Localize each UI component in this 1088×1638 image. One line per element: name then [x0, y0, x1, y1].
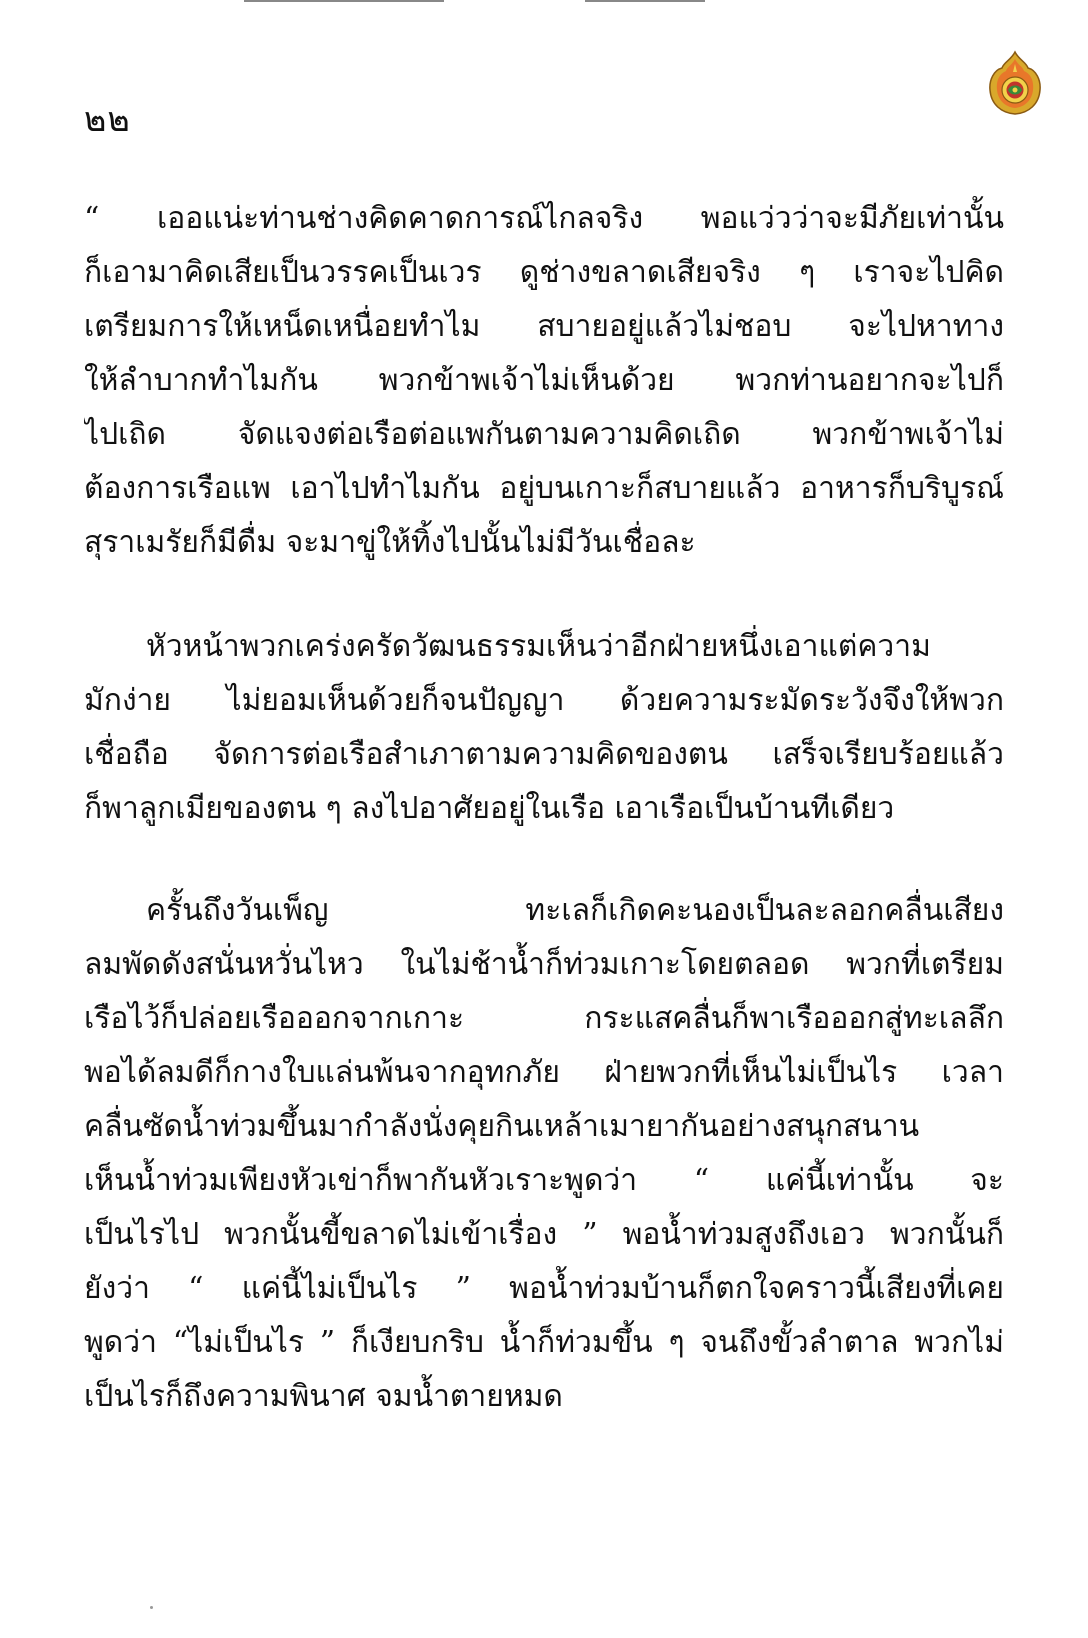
text-line: สุราเมรัยก็มีดื่ม จะมาขู่ให้ทิ้งไปนั้นไม่มีวันเชื่อละ — [84, 525, 696, 560]
text-line: เตรียมการให้เหน็ดเหนื่อยทำไม สบายอยู่แล้วไม่ชอบ จะไปหาทาง — [84, 309, 1004, 344]
text-line: ต้องการเรือแพ เอาไปทำไมกัน อยู่บนเกาะก็สบายแล้ว อาหารก็บริบูรณ์ — [84, 471, 1004, 506]
text-line: “ เออแน่ะท่านช่างคิดคาดการณ์ไกลจริง พอแว่วว่าจะมีภัยเท่านั้น — [84, 201, 1004, 236]
text-line: ลมพัดดังสนั่นหวั่นไหว ในไม่ช้าน้ำก็ท่วมเกาะโดยตลอด พวกที่เตรียม — [84, 947, 1004, 982]
text-line: เป็นไรไป พวกนั้นขี้ขลาดไม่เข้าเรื่อง ” พอน้ำท่วมสูงถึงเอว พวกนั้นก็ — [84, 1217, 1004, 1252]
text-line: พอได้ลมดีก็กางใบแล่นพ้นจากอุทกภัย ฝ่ายพวกที่เห็นไม่เป็นไร เวลา — [84, 1055, 1004, 1090]
text-line: ครั้นถึงวันเพ็ญ ทะเลก็เกิดคะนองเป็นละลอกคลื่นเสียง — [146, 893, 1004, 928]
text-line: เรือไว้ก็ปล่อยเรือออกจากเกาะ กระแสคลื่นก็พาเรือออกสู่ทะเลลึก — [84, 1001, 1004, 1036]
scan-speck — [150, 1606, 153, 1609]
text-line: มักง่าย ไม่ยอมเห็นด้วยก็จนปัญญา ด้วยความระมัดระวังจึงให้พวก — [84, 683, 1004, 718]
page-number: ๒๒ — [84, 100, 131, 140]
text-line: ยังว่า “ แค่นี้ไม่เป็นไร ” พอน้ำท่วมบ้านก็ตกใจคราวนี้เสียงที่เคย — [84, 1271, 1004, 1306]
top-rule-left — [244, 0, 444, 2]
text-line: เชื่อถือ จัดการต่อเรือสำเภาตามความคิดของตน เสร็จเรียบร้อยแล้ว — [84, 737, 1004, 772]
top-rule-right — [585, 0, 705, 2]
text-line: ให้ลำบากทำไมกัน พวกข้าพเจ้าไม่เห็นด้วย พวกท่านอยากจะไปก็ — [84, 363, 1004, 398]
text-line: เห็นน้ำท่วมเพียงหัวเข่าก็พากันหัวเราะพูดว่า “ แค่นี้เท่านั้น จะ — [84, 1163, 1004, 1198]
text-line: เป็นไรก็ถึงความพินาศ จมน้ำตายหมด — [84, 1379, 563, 1414]
document-body — [84, 192, 1004, 1424]
paragraph-3 — [84, 884, 1004, 1424]
paragraph-2 — [84, 620, 1004, 836]
text-line: หัวหน้าพวกเคร่งครัดวัฒนธรรมเห็นว่าอีกฝ่ายหนึ่งเอาแต่ความ — [146, 629, 931, 664]
paragraph-1 — [84, 192, 1004, 570]
text-line: ก็เอามาคิดเสียเป็นวรรคเป็นเวร ดูช่างขลาดเสียจริง ๆ เราจะไปคิด — [84, 255, 1004, 290]
text-line: พูดว่า “ไม่เป็นไร ” ก็เงียบกริบ น้ำก็ท่วมขึ้น ๆ จนถึงขั้วลำตาล พวกไม่ — [84, 1325, 1004, 1360]
text-line: ไปเถิด จัดแจงต่อเรือต่อแพกันตามความคิดเถิด พวกข้าพเจ้าไม่ — [84, 417, 1004, 452]
text-line: คลื่นซัดน้ำท่วมขึ้นมากำลังนั่งคุยกินเหล้าเมายากันอย่างสนุกสนาน — [84, 1109, 920, 1144]
seal-emblem-icon — [986, 50, 1044, 116]
text-line: ก็พาลูกเมียของตน ๆ ลงไปอาศัยอยู่ในเรือ เอาเรือเป็นบ้านทีเดียว — [84, 791, 895, 826]
